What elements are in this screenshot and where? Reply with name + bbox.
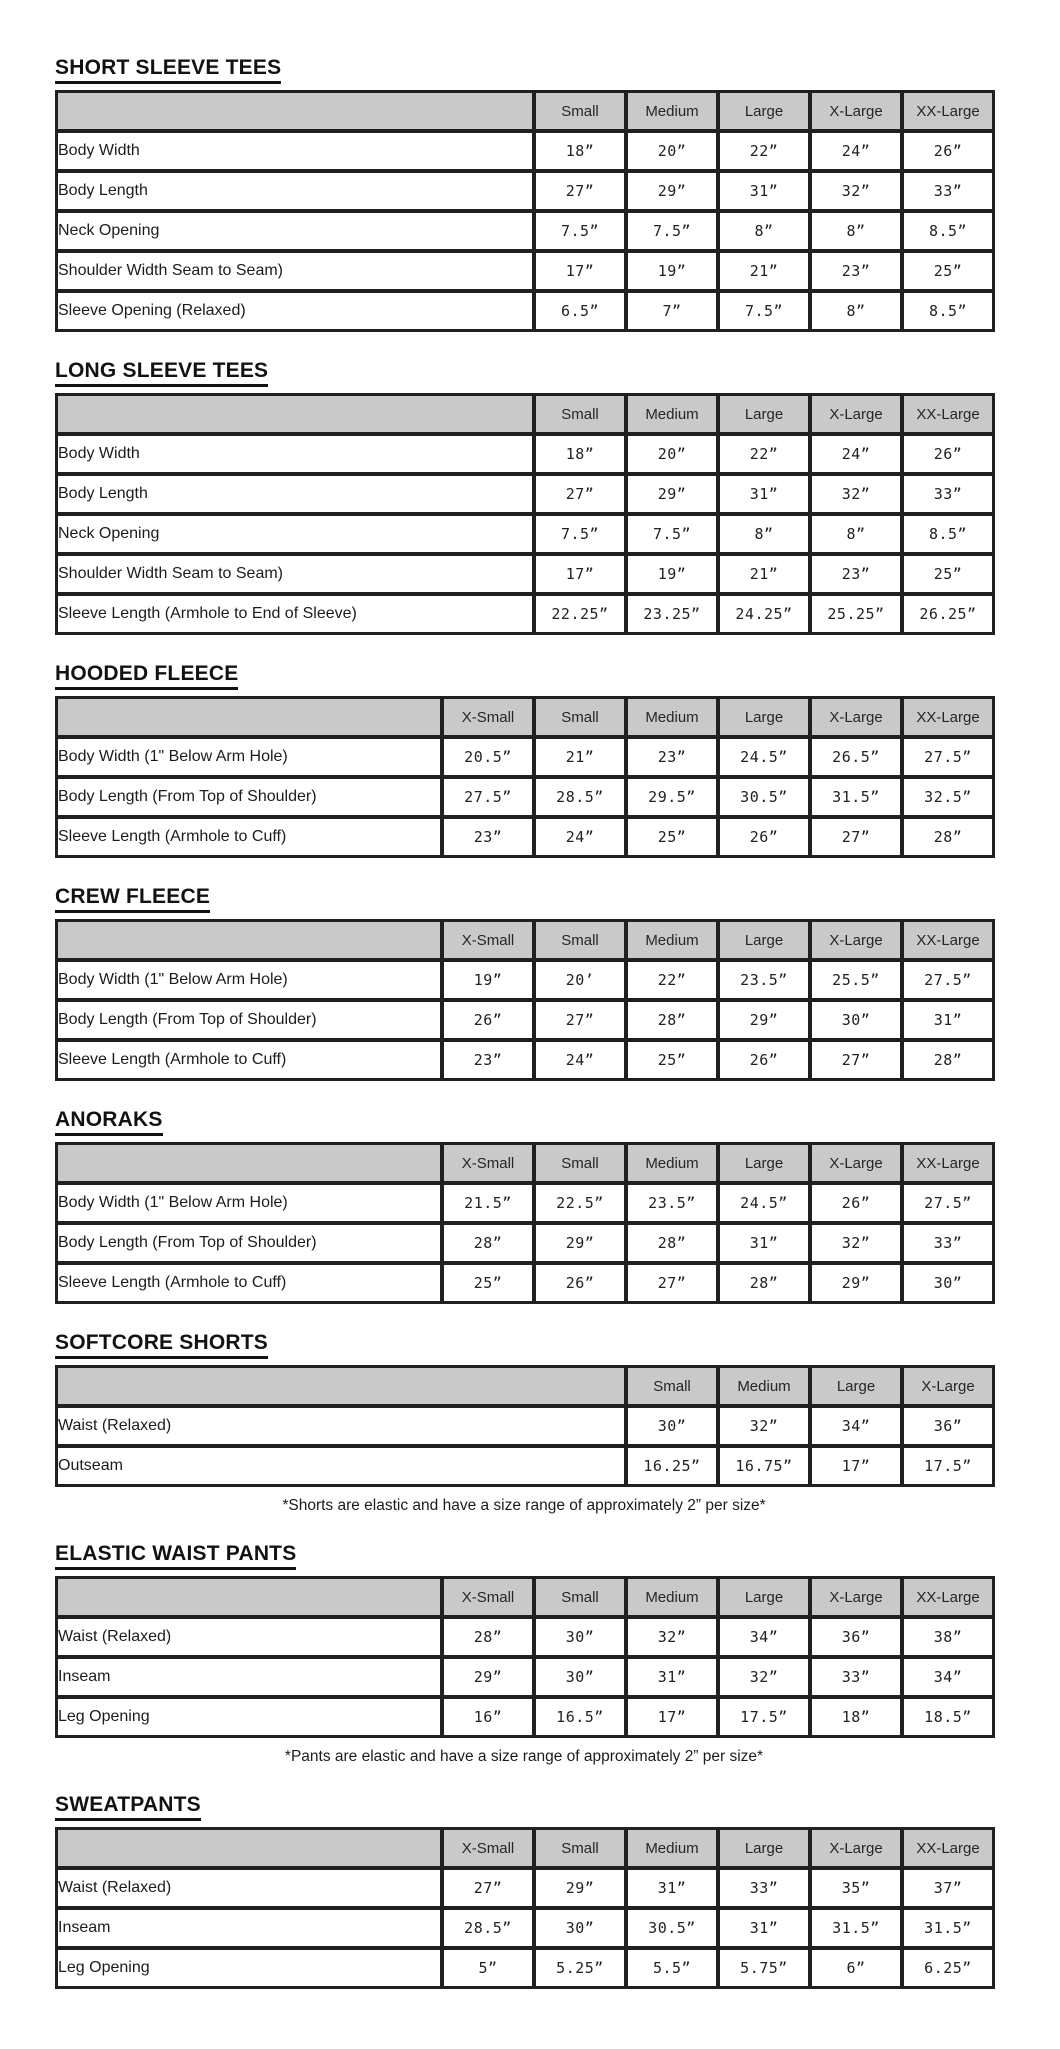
size-value-cell: 7.5” bbox=[626, 211, 718, 251]
elastic-size-footnote: *Pants are elastic and have a size range of approximately 2” per size* bbox=[284, 1748, 764, 1765]
section-title-text: SWEATPANTS bbox=[55, 1793, 201, 1821]
size-value-cell: 7.5” bbox=[626, 514, 718, 554]
table-row bbox=[56, 960, 994, 1000]
row-label: Body Length (From Top of Shoulder) bbox=[56, 1223, 442, 1263]
column-header: Small bbox=[534, 697, 626, 737]
column-header: Medium bbox=[626, 920, 718, 960]
size-value-cell: 23.25” bbox=[626, 594, 718, 634]
size-value-cell: 28.5” bbox=[534, 777, 626, 817]
row-label: Leg Opening bbox=[56, 1697, 442, 1737]
size-value-cell: 30” bbox=[534, 1617, 626, 1657]
size-value-cell: 32” bbox=[626, 1617, 718, 1657]
size-value-cell: 7.5” bbox=[718, 291, 810, 331]
size-value-cell: 33” bbox=[902, 1223, 994, 1263]
header-row bbox=[56, 1828, 994, 1868]
size-value-cell: 18.5” bbox=[902, 1697, 994, 1737]
size-value-cell: 20” bbox=[626, 131, 718, 171]
section-title-text: CREW FLEECE bbox=[55, 885, 210, 913]
row-label: Shoulder Width Seam to Seam) bbox=[56, 251, 534, 291]
size-value-cell: 25” bbox=[902, 251, 994, 291]
column-header: Medium bbox=[626, 1828, 718, 1868]
size-chart-section bbox=[55, 1331, 1060, 1515]
size-value-cell: 26” bbox=[442, 1000, 534, 1040]
size-value-cell: 28” bbox=[442, 1223, 534, 1263]
size-value-cell: 28” bbox=[442, 1617, 534, 1657]
size-value-cell: 26” bbox=[718, 817, 810, 857]
size-value-cell: 33” bbox=[810, 1657, 902, 1697]
size-chart-section bbox=[55, 359, 1060, 635]
row-label: Sleeve Length (Armhole to Cuff) bbox=[56, 1263, 442, 1303]
size-value-cell: 16.25” bbox=[626, 1446, 718, 1486]
column-header: X-Large bbox=[810, 1577, 902, 1617]
size-value-cell: 20” bbox=[626, 434, 718, 474]
size-value-cell: 29” bbox=[718, 1000, 810, 1040]
size-value-cell: 30” bbox=[534, 1908, 626, 1948]
size-value-cell: 24.5” bbox=[718, 1183, 810, 1223]
size-value-cell: 18” bbox=[534, 434, 626, 474]
row-label: Neck Opening bbox=[56, 211, 534, 251]
section-title-text: LONG SLEEVE TEES bbox=[55, 359, 268, 387]
size-value-cell: 8.5” bbox=[902, 211, 994, 251]
row-label: Inseam bbox=[56, 1657, 442, 1697]
size-value-cell: 25.5” bbox=[810, 960, 902, 1000]
corner-cell bbox=[56, 1828, 442, 1868]
size-value-cell: 27” bbox=[534, 171, 626, 211]
column-header: Small bbox=[534, 91, 626, 131]
size-value-cell: 27.5” bbox=[902, 737, 994, 777]
row-label: Sleeve Length (Armhole to End of Sleeve) bbox=[56, 594, 534, 634]
table-row bbox=[56, 251, 994, 291]
size-value-cell: 26.25” bbox=[902, 594, 994, 634]
row-label: Body Width bbox=[56, 131, 534, 171]
section-title bbox=[55, 885, 1060, 913]
row-label: Sleeve Length (Armhole to Cuff) bbox=[56, 1040, 442, 1080]
size-value-cell: 8” bbox=[810, 211, 902, 251]
corner-cell bbox=[56, 91, 534, 131]
row-label: Outseam bbox=[56, 1446, 626, 1486]
column-header: Medium bbox=[626, 1577, 718, 1617]
size-value-cell: 29” bbox=[534, 1868, 626, 1908]
table-row bbox=[56, 737, 994, 777]
size-table bbox=[55, 919, 995, 1081]
column-header: XX-Large bbox=[902, 91, 994, 131]
table-row bbox=[56, 514, 994, 554]
size-value-cell: 24” bbox=[810, 131, 902, 171]
size-value-cell: 23” bbox=[442, 817, 534, 857]
table-row bbox=[56, 1697, 994, 1737]
row-label: Body Length (From Top of Shoulder) bbox=[56, 777, 442, 817]
column-header: Large bbox=[718, 1828, 810, 1868]
table-row bbox=[56, 1446, 994, 1486]
column-header: Medium bbox=[718, 1366, 810, 1406]
section-title bbox=[55, 359, 1060, 387]
size-value-cell: 21” bbox=[718, 554, 810, 594]
table-row bbox=[56, 594, 994, 634]
table-row bbox=[56, 1000, 994, 1040]
column-header: XX-Large bbox=[902, 1577, 994, 1617]
size-value-cell: 16.75” bbox=[718, 1446, 810, 1486]
size-value-cell: 25” bbox=[626, 1040, 718, 1080]
size-chart-section bbox=[55, 1108, 1060, 1304]
table-row bbox=[56, 131, 994, 171]
size-value-cell: 36” bbox=[810, 1617, 902, 1657]
size-value-cell: 22” bbox=[626, 960, 718, 1000]
size-value-cell: 28” bbox=[626, 1000, 718, 1040]
size-value-cell: 17.5” bbox=[718, 1697, 810, 1737]
size-chart-section bbox=[55, 56, 1060, 332]
size-value-cell: 26” bbox=[902, 131, 994, 171]
table-row bbox=[56, 1868, 994, 1908]
size-value-cell: 5.25” bbox=[534, 1948, 626, 1988]
row-label: Body Length bbox=[56, 474, 534, 514]
size-table bbox=[55, 90, 995, 332]
section-title bbox=[55, 56, 1060, 84]
table-row bbox=[56, 1617, 994, 1657]
size-value-cell: 27.5” bbox=[902, 960, 994, 1000]
size-value-cell: 29” bbox=[442, 1657, 534, 1697]
size-value-cell: 33” bbox=[718, 1868, 810, 1908]
table-row bbox=[56, 1908, 994, 1948]
column-header: Small bbox=[626, 1366, 718, 1406]
size-value-cell: 25” bbox=[902, 554, 994, 594]
column-header: X-Large bbox=[810, 920, 902, 960]
size-value-cell: 23.5” bbox=[626, 1183, 718, 1223]
row-label: Shoulder Width Seam to Seam) bbox=[56, 554, 534, 594]
size-value-cell: 17.5” bbox=[902, 1446, 994, 1486]
size-value-cell: 32” bbox=[718, 1657, 810, 1697]
size-value-cell: 35” bbox=[810, 1868, 902, 1908]
size-table bbox=[55, 1576, 995, 1738]
size-value-cell: 26” bbox=[810, 1183, 902, 1223]
size-value-cell: 32” bbox=[718, 1406, 810, 1446]
size-value-cell: 29.5” bbox=[626, 777, 718, 817]
column-header: Small bbox=[534, 1828, 626, 1868]
size-value-cell: 21” bbox=[534, 737, 626, 777]
size-value-cell: 16” bbox=[442, 1697, 534, 1737]
column-header: X-Small bbox=[442, 920, 534, 960]
header-row bbox=[56, 91, 994, 131]
size-value-cell: 31.5” bbox=[902, 1908, 994, 1948]
section-title bbox=[55, 1542, 1060, 1570]
size-value-cell: 31” bbox=[718, 1908, 810, 1948]
size-value-cell: 28” bbox=[902, 817, 994, 857]
column-header: XX-Large bbox=[902, 697, 994, 737]
size-value-cell: 27.5” bbox=[442, 777, 534, 817]
size-value-cell: 34” bbox=[718, 1617, 810, 1657]
size-value-cell: 36” bbox=[902, 1406, 994, 1446]
size-value-cell: 34” bbox=[902, 1657, 994, 1697]
size-value-cell: 8” bbox=[810, 291, 902, 331]
row-label: Body Length (From Top of Shoulder) bbox=[56, 1000, 442, 1040]
table-row bbox=[56, 1657, 994, 1697]
size-value-cell: 7.5” bbox=[534, 514, 626, 554]
column-header: Small bbox=[534, 1143, 626, 1183]
section-title bbox=[55, 1331, 1060, 1359]
size-value-cell: 30” bbox=[810, 1000, 902, 1040]
size-value-cell: 24” bbox=[534, 1040, 626, 1080]
size-chart-section bbox=[55, 1542, 1060, 1766]
size-value-cell: 22” bbox=[718, 131, 810, 171]
column-header: Small bbox=[534, 1577, 626, 1617]
section-title-text: ANORAKS bbox=[55, 1108, 163, 1136]
row-label: Sleeve Opening (Relaxed) bbox=[56, 291, 534, 331]
table-row bbox=[56, 1263, 994, 1303]
header-row bbox=[56, 920, 994, 960]
table-row bbox=[56, 211, 994, 251]
size-value-cell: 24.5” bbox=[718, 737, 810, 777]
column-header: Large bbox=[718, 394, 810, 434]
column-header: Medium bbox=[626, 1143, 718, 1183]
size-value-cell: 28.5” bbox=[442, 1908, 534, 1948]
size-value-cell: 29” bbox=[626, 171, 718, 211]
corner-cell bbox=[56, 394, 534, 434]
size-value-cell: 23” bbox=[810, 554, 902, 594]
size-value-cell: 19” bbox=[442, 960, 534, 1000]
column-header: Small bbox=[534, 394, 626, 434]
size-value-cell: 31” bbox=[626, 1868, 718, 1908]
header-row bbox=[56, 1577, 994, 1617]
size-value-cell: 33” bbox=[902, 171, 994, 211]
header-row bbox=[56, 1143, 994, 1183]
table-row bbox=[56, 1040, 994, 1080]
size-value-cell: 19” bbox=[626, 251, 718, 291]
table-row bbox=[56, 474, 994, 514]
column-header: Large bbox=[718, 91, 810, 131]
size-value-cell: 32” bbox=[810, 474, 902, 514]
corner-cell bbox=[56, 1366, 626, 1406]
size-value-cell: 27.5” bbox=[902, 1183, 994, 1223]
size-value-cell: 26” bbox=[534, 1263, 626, 1303]
row-label: Body Width (1" Below Arm Hole) bbox=[56, 1183, 442, 1223]
row-label: Waist (Relaxed) bbox=[56, 1406, 626, 1446]
size-table bbox=[55, 393, 995, 635]
size-value-cell: 22” bbox=[718, 434, 810, 474]
corner-cell bbox=[56, 1577, 442, 1617]
size-value-cell: 17” bbox=[534, 554, 626, 594]
size-chart-section bbox=[55, 885, 1060, 1081]
row-label: Body Width bbox=[56, 434, 534, 474]
size-value-cell: 31.5” bbox=[810, 777, 902, 817]
size-value-cell: 27” bbox=[442, 1868, 534, 1908]
header-row bbox=[56, 697, 994, 737]
column-header: X-Large bbox=[902, 1366, 994, 1406]
section-title-text: ELASTIC WAIST PANTS bbox=[55, 1542, 296, 1570]
size-table bbox=[55, 1142, 995, 1304]
size-value-cell: 5.5” bbox=[626, 1948, 718, 1988]
size-value-cell: 20.5” bbox=[442, 737, 534, 777]
size-value-cell: 5.75” bbox=[718, 1948, 810, 1988]
size-value-cell: 24” bbox=[810, 434, 902, 474]
table-row bbox=[56, 1948, 994, 1988]
size-value-cell: 16.5” bbox=[534, 1697, 626, 1737]
size-value-cell: 30” bbox=[902, 1263, 994, 1303]
size-value-cell: 23” bbox=[442, 1040, 534, 1080]
size-value-cell: 18” bbox=[810, 1697, 902, 1737]
section-title-text: HOODED FLEECE bbox=[55, 662, 238, 690]
size-value-cell: 17” bbox=[626, 1697, 718, 1737]
header-row bbox=[56, 1366, 994, 1406]
column-header: X-Small bbox=[442, 1577, 534, 1617]
size-value-cell: 31” bbox=[718, 474, 810, 514]
size-value-cell: 30” bbox=[626, 1406, 718, 1446]
row-label: Body Width (1" Below Arm Hole) bbox=[56, 960, 442, 1000]
size-value-cell: 6” bbox=[810, 1948, 902, 1988]
corner-cell bbox=[56, 920, 442, 960]
size-value-cell: 18” bbox=[534, 131, 626, 171]
size-chart-section bbox=[55, 662, 1060, 858]
column-header: X-Large bbox=[810, 697, 902, 737]
size-value-cell: 28” bbox=[626, 1223, 718, 1263]
row-label: Waist (Relaxed) bbox=[56, 1617, 442, 1657]
size-value-cell: 19” bbox=[626, 554, 718, 594]
section-title-text: SHORT SLEEVE TEES bbox=[55, 56, 281, 84]
column-header: XX-Large bbox=[902, 394, 994, 434]
column-header: X-Small bbox=[442, 697, 534, 737]
size-value-cell: 8.5” bbox=[902, 514, 994, 554]
size-value-cell: 23” bbox=[626, 737, 718, 777]
size-value-cell: 26” bbox=[902, 434, 994, 474]
section-title-text: SOFTCORE SHORTS bbox=[55, 1331, 268, 1359]
size-value-cell: 5” bbox=[442, 1948, 534, 1988]
row-label: Inseam bbox=[56, 1908, 442, 1948]
size-value-cell: 27” bbox=[534, 1000, 626, 1040]
table-row bbox=[56, 291, 994, 331]
size-value-cell: 24” bbox=[534, 817, 626, 857]
table-row bbox=[56, 171, 994, 211]
size-value-cell: 30.5” bbox=[626, 1908, 718, 1948]
size-value-cell: 22.25” bbox=[534, 594, 626, 634]
column-header: Large bbox=[810, 1366, 902, 1406]
column-header: Medium bbox=[626, 394, 718, 434]
column-header: X-Small bbox=[442, 1143, 534, 1183]
elastic-size-footnote: *Shorts are elastic and have a size range of approximately 2” per size* bbox=[282, 1497, 766, 1514]
size-value-cell: 28” bbox=[902, 1040, 994, 1080]
size-value-cell: 17” bbox=[534, 251, 626, 291]
size-value-cell: 17” bbox=[810, 1446, 902, 1486]
size-value-cell: 26” bbox=[718, 1040, 810, 1080]
size-value-cell: 8” bbox=[718, 514, 810, 554]
table-row bbox=[56, 554, 994, 594]
size-value-cell: 31” bbox=[718, 171, 810, 211]
size-value-cell: 25” bbox=[442, 1263, 534, 1303]
size-value-cell: 21.5” bbox=[442, 1183, 534, 1223]
corner-cell bbox=[56, 1143, 442, 1183]
size-value-cell: 33” bbox=[902, 474, 994, 514]
size-table bbox=[55, 1365, 995, 1487]
size-value-cell: 23.5” bbox=[718, 960, 810, 1000]
size-value-cell: 27” bbox=[810, 817, 902, 857]
column-header: X-Large bbox=[810, 1143, 902, 1183]
size-value-cell: 7” bbox=[626, 291, 718, 331]
row-label: Leg Opening bbox=[56, 1948, 442, 1988]
column-header: Large bbox=[718, 1577, 810, 1617]
size-value-cell: 8” bbox=[718, 211, 810, 251]
size-value-cell: 26.5” bbox=[810, 737, 902, 777]
column-header: X-Small bbox=[442, 1828, 534, 1868]
size-value-cell: 6.25” bbox=[902, 1948, 994, 1988]
table-row bbox=[56, 1223, 994, 1263]
table-row bbox=[56, 1406, 994, 1446]
header-row bbox=[56, 394, 994, 434]
row-label: Body Width (1" Below Arm Hole) bbox=[56, 737, 442, 777]
column-header: XX-Large bbox=[902, 1828, 994, 1868]
column-header: X-Large bbox=[810, 91, 902, 131]
corner-cell bbox=[56, 697, 442, 737]
size-value-cell: 28” bbox=[718, 1263, 810, 1303]
size-value-cell: 21” bbox=[718, 251, 810, 291]
size-value-cell: 29” bbox=[534, 1223, 626, 1263]
size-value-cell: 20’ bbox=[534, 960, 626, 1000]
table-row bbox=[56, 434, 994, 474]
size-value-cell: 32.5” bbox=[902, 777, 994, 817]
size-value-cell: 27” bbox=[626, 1263, 718, 1303]
size-value-cell: 30.5” bbox=[718, 777, 810, 817]
column-header: Medium bbox=[626, 697, 718, 737]
column-header: Small bbox=[534, 920, 626, 960]
section-title bbox=[55, 1793, 1060, 1821]
size-value-cell: 32” bbox=[810, 1223, 902, 1263]
size-value-cell: 22.5” bbox=[534, 1183, 626, 1223]
column-header: Large bbox=[718, 1143, 810, 1183]
size-value-cell: 29” bbox=[626, 474, 718, 514]
row-label: Waist (Relaxed) bbox=[56, 1868, 442, 1908]
size-value-cell: 7.5” bbox=[534, 211, 626, 251]
size-value-cell: 31.5” bbox=[810, 1908, 902, 1948]
size-value-cell: 37” bbox=[902, 1868, 994, 1908]
size-value-cell: 8” bbox=[810, 514, 902, 554]
size-value-cell: 27” bbox=[534, 474, 626, 514]
size-value-cell: 24.25” bbox=[718, 594, 810, 634]
table-row bbox=[56, 1183, 994, 1223]
size-value-cell: 27” bbox=[810, 1040, 902, 1080]
size-value-cell: 6.5” bbox=[534, 291, 626, 331]
size-value-cell: 23” bbox=[810, 251, 902, 291]
column-header: XX-Large bbox=[902, 1143, 994, 1183]
size-chart-section bbox=[55, 1793, 1060, 1989]
row-label: Body Length bbox=[56, 171, 534, 211]
size-value-cell: 31” bbox=[718, 1223, 810, 1263]
size-value-cell: 34” bbox=[810, 1406, 902, 1446]
size-value-cell: 31” bbox=[902, 1000, 994, 1040]
row-label: Sleeve Length (Armhole to Cuff) bbox=[56, 817, 442, 857]
size-value-cell: 25” bbox=[626, 817, 718, 857]
table-row bbox=[56, 777, 994, 817]
column-header: XX-Large bbox=[902, 920, 994, 960]
column-header: Large bbox=[718, 920, 810, 960]
size-table bbox=[55, 696, 995, 858]
size-value-cell: 29” bbox=[810, 1263, 902, 1303]
size-value-cell: 38” bbox=[902, 1617, 994, 1657]
table-row bbox=[56, 817, 994, 857]
row-label: Neck Opening bbox=[56, 514, 534, 554]
size-value-cell: 32” bbox=[810, 171, 902, 211]
size-value-cell: 8.5” bbox=[902, 291, 994, 331]
column-header: X-Large bbox=[810, 1828, 902, 1868]
column-header: Medium bbox=[626, 91, 718, 131]
section-title bbox=[55, 1108, 1060, 1136]
size-table bbox=[55, 1827, 995, 1989]
size-value-cell: 30” bbox=[534, 1657, 626, 1697]
size-value-cell: 31” bbox=[626, 1657, 718, 1697]
column-header: Large bbox=[718, 697, 810, 737]
size-value-cell: 25.25” bbox=[810, 594, 902, 634]
column-header: X-Large bbox=[810, 394, 902, 434]
section-title bbox=[55, 662, 1060, 690]
